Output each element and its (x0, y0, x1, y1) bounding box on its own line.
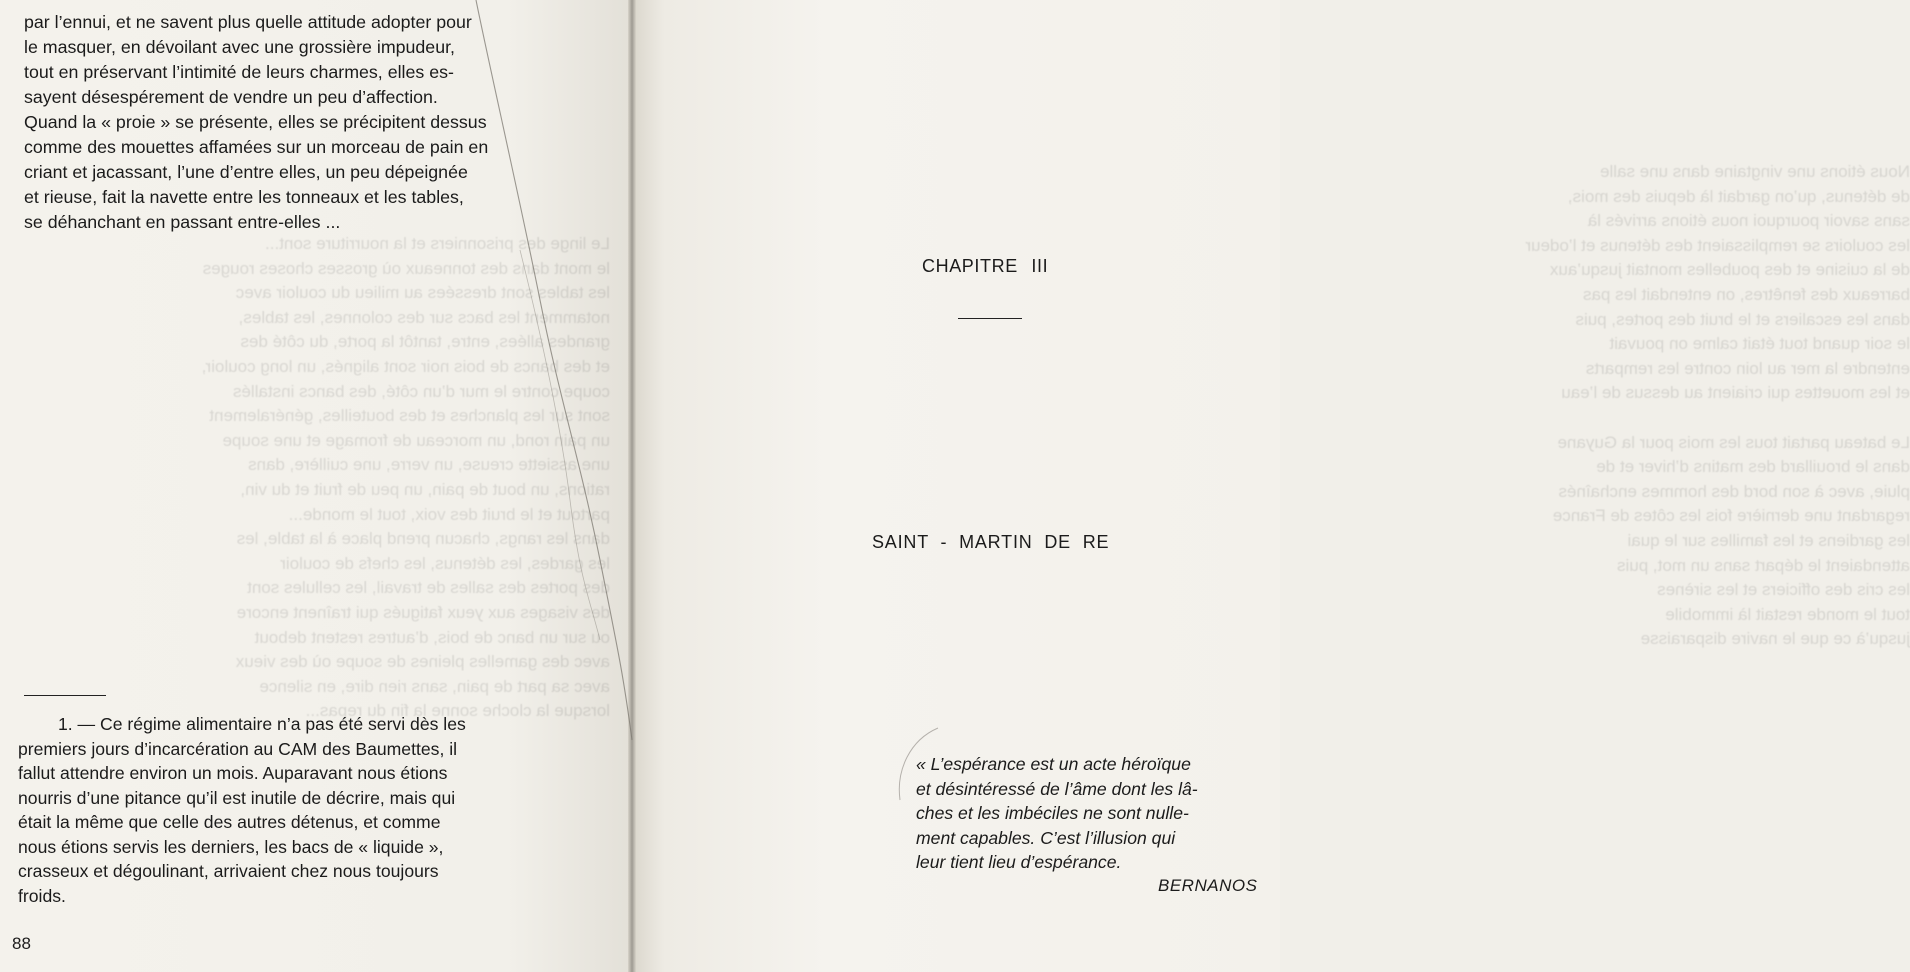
footnote-line: 1. — Ce régime alimentaire n’a pas été servi dès les (58, 714, 466, 734)
footnote-line: était la même que celle des autres détenus, et comme (18, 812, 441, 832)
body-line: criant et jacassant, l’une d’entre elles, un peu dépeignée (24, 162, 468, 182)
footnote-line: crasseux et dégoulinant, arrivaient chez nous toujours (18, 861, 439, 881)
body-line: se déhanchant en passant entre-elles ... (24, 212, 341, 232)
footnote-line: nourris d’une pitance qu’il est inutile de décrire, mais qui (18, 787, 456, 808)
epigraph (916, 752, 1269, 875)
footnote (18, 712, 563, 908)
chapter-label: CHAPITRE III (922, 256, 1049, 276)
footnote-line: premiers jours d’incarcération au CAM des Baumettes, il (18, 738, 458, 759)
page-number: 88 (12, 934, 31, 953)
chapter-rule (958, 318, 1022, 319)
chapter-title: SAINT - MARTIN DE RE (872, 532, 1110, 552)
epigraph-line: leur tient lieu d’espérance. (916, 852, 1122, 873)
footnote-rule (24, 695, 106, 696)
show-through-text: Le linge des prisonniers et la nourriture sont... le mont dans des tonneaux où grosses choses rouges les tables sont dressées au milieu du couloir avec notamment les bacs sur des colonnes, les tables, grandes allées, entre, tantôt la porte, du côté des et des bancs de bois noir sont alignés, un long couloir, coupe contre le mur d’un côté, des bancs installés sont sur les planches et des bouteilles, généralement un pain rond, un morceau de fromage et une soupe une assiette creuse, un verre, une cuillère, dans rations, un bout de pain, un peu de fruit et du vin, partout et le bruit des voix, tout le monde... dans les rangs, chacun prend place à la table, les les gardes, les détenus, les chefs de couloir des portes des salles de travail, les cellules sont des visages aux yeux fatigués qui traînent encore ou sur un banc de bois, d’autres restent debout avec des gamelles pleines de soupe où des vieux avec sa part de pain, sans rien dire, en silence lorsque la cloche sonne la fin du repas... (201, 234, 610, 721)
left-page (0, 0, 632, 972)
footnote-line: froids. (18, 885, 66, 906)
body-line: le masquer, en dévoilant avec une grossière impudeur, (24, 37, 455, 57)
epigraph-author: BERNANOS (1158, 876, 1258, 895)
book-gutter (628, 0, 636, 972)
epigraph-line: ches et les imbéciles ne sont nulle- (916, 803, 1189, 824)
body-line: tout en préservant l’intimité de leurs charmes, elles es- (24, 62, 454, 82)
body-line: par l’ennui, et ne savent plus quelle attitude adopter pour (24, 12, 472, 32)
epigraph-line: « L’espérance est un acte héroïque (916, 754, 1191, 774)
right-page (632, 0, 1910, 972)
body-line: sayent désespérement de vendre un peu d’affection. (24, 87, 438, 107)
epigraph-line: ment capables. C’est l’illusion qui (916, 827, 1176, 848)
epigraph-line: et désintéressé de l’âme dont les lâ- (916, 778, 1198, 799)
body-line: comme des mouettes affamées sur un morceau de pain en (24, 137, 489, 157)
body-line: Quand la « proie » se présente, elles se précipitent dessus (24, 112, 487, 132)
footnote-line: nous étions servis les derniers, les bacs de « liquide », (18, 836, 444, 857)
body-line: et rieuse, fait la navette entre les tonneaux et les tables, (24, 187, 464, 207)
show-through-text: Nous étions une vingtaine dans une salle de détenus, qu’on gardait là depuis des mois, sans savoir pourquoi nous étions arrivés là les couloirs se remplissaient des détenus et l’odeur de la cuisine et des poubelles montait jusqu’aux barreaux des fenêtres, on entendait les pas dans les escaliers et le bruit des portes, puis le soir quand tout était calme on pouvait entendre la mer au loin contre les remparts et les mouettes qui criaient au dessus de l’eau Le bateau partait tous les mois pour la Guyane dans le brouillard des matins d’hiver et de pluie, avec à son bord des hommes enchaînés regardant une dernière fois les côtes de France les gardiens et les familles sur le quai attendaient le départ sans un mot, puis les cris des officiers et les sirènes tout le monde restait là immobile jusqu’à ce que le navire disparaisse (1525, 162, 1910, 649)
body-text (24, 10, 570, 235)
footnote-line: fallut attendre environ un mois. Auparavant nous étions (18, 763, 448, 783)
